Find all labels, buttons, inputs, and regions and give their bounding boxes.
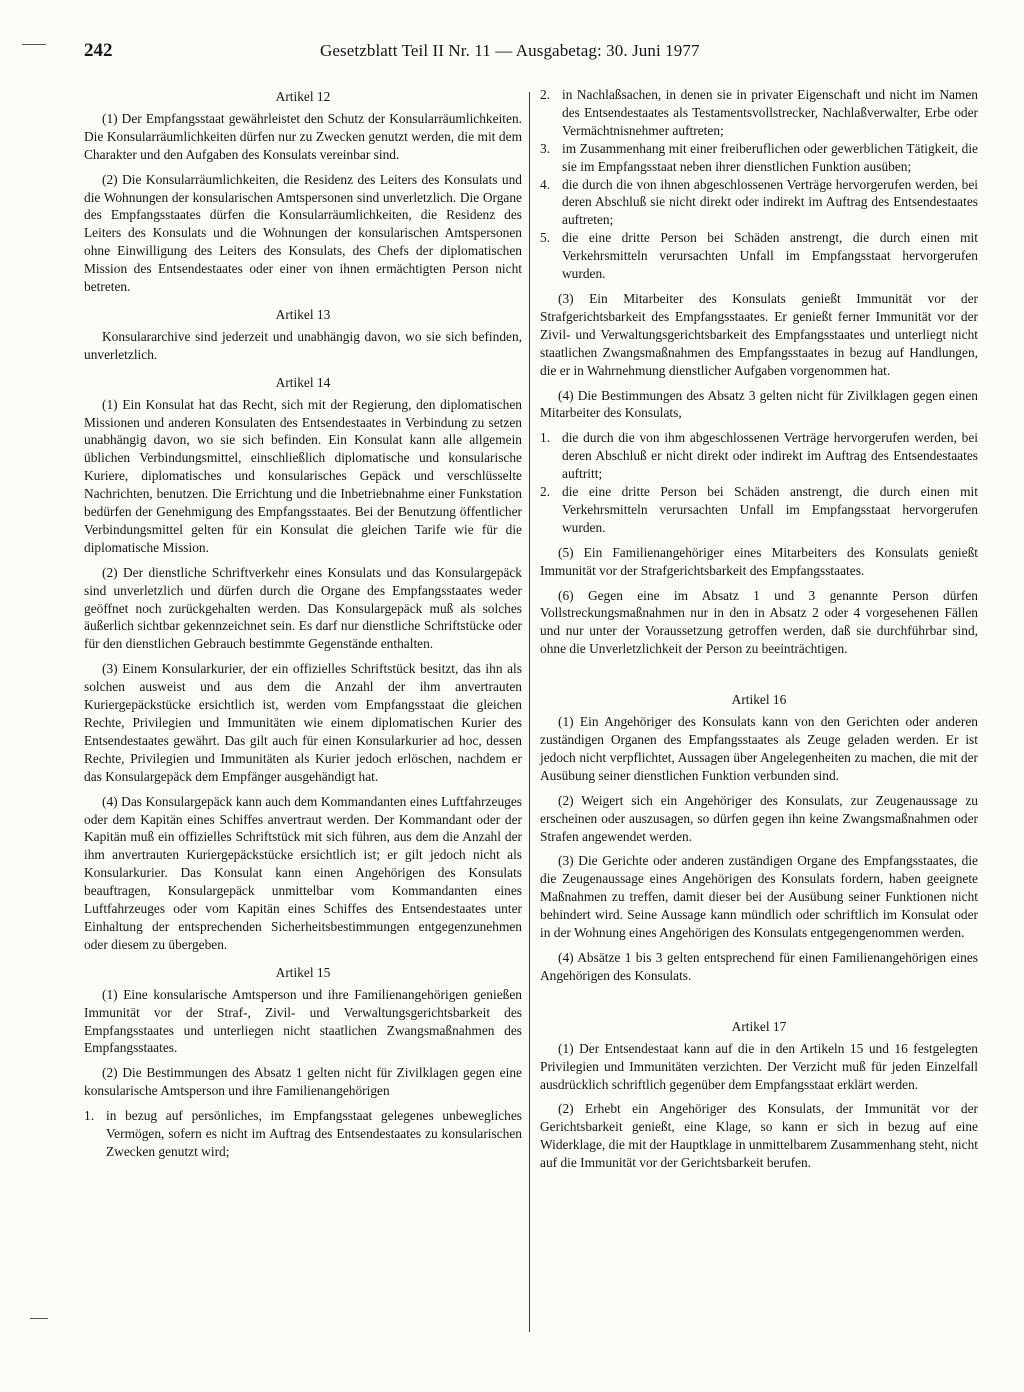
list-item-number: 2.: [540, 87, 551, 102]
article-12-title: Artikel 12: [275, 89, 331, 104]
right-column: [540, 86, 978, 1179]
list-item-number: 2.: [540, 484, 551, 500]
article-16-title: Artikel 16: [731, 692, 787, 708]
list-item-text: die eine dritte Person bei Schäden anstrengt, die durch einen mit Verkehrsmitteln verursachten Unfall im Empfangsstaat hervorgerufen wurden.: [562, 230, 978, 282]
list-item-number: 4.: [540, 176, 551, 192]
list-item: [84, 1107, 522, 1161]
list-item-number: 1.: [84, 1108, 95, 1124]
list-item-text: die durch die von ihnen abgeschlossenen Verträge hervorgerufen werden, bei deren Abschluß sie nicht direkt oder indirekt im Auftrag des Entsendestaates auftreten;: [562, 176, 978, 228]
page-header: [84, 40, 976, 80]
list-item: [540, 176, 978, 230]
article-15-list-left: [84, 1107, 522, 1161]
margin-mark-top: [22, 44, 46, 45]
list-item-number: 5.: [540, 230, 551, 246]
article-15-paragraph-3: (3) Ein Mitarbeiter des Konsulats genießt Immunität vor der Strafgerichtsbarkeit des Empfangsstaates. Er genießt ferner Immunität vor der Zivil- und Verwaltungsgerichtsbarkeit des Empfangsstaates und unterliegt nicht staatlichen Zwangsmaßnahmen des Empfangsstaates in bezug auf Handlungen, die er in Wahrnehmung dienstlicher Aufgaben vorgenommen hat.: [540, 290, 978, 378]
list-item-text: in Nachlaßsachen, in denen sie in privater Eigenschaft und nicht im Namen des Entsendestaates als Testamentsvollstrecker, Nachlaßverwalter, Erbe oder Vermächtnisnehmer auftreten;: [562, 87, 978, 138]
list-item-text: die eine dritte Person bei Schäden anstrengt, die durch einen mit Verkehrsmitteln verursachten Unfall im Empfangsstaat hervorgerufen wurden.: [562, 484, 978, 535]
list-item-number: 3.: [540, 140, 551, 156]
article-12-paragraph-2: (2) Die Konsularräumlichkeiten, die Residenz des Leiters des Konsulats und die Wohnungen der konsularischen Amtspersonen sind unverletzlich. Die Organe des Empfangsstaates dürfen die Konsularräumlichkeiten, die Residenz des Leiters des Konsulats und die Wohnungen der konsularischen Amtspersonen ohne Einwilligung des Leiters des Konsulats, des Chefs der diplomatischen Mission des Entsendestaates oder einer von ihnen ermächtigten Person nicht betreten.: [84, 171, 522, 295]
list-item: [540, 483, 978, 537]
article-14-title: Artikel 14: [275, 374, 331, 390]
list-item-number: 1.: [540, 430, 551, 446]
article-16-paragraph-2: (2) Weigert sich ein Angehöriger des Konsulats, zur Zeugenaussage zu erscheinen oder auszusagen, so dürfen gegen ihn keine Zwangsmaßnahmen oder Strafen angewendet werden.: [540, 792, 978, 844]
left-column: [84, 86, 522, 1168]
article-14-paragraph-2: (2) Der dienstliche Schriftverkehr eines Konsulats und das Konsulargepäck sind unverletzlich und dürfen durch die Organe des Empfangsstaates weder geöffnet noch zurückgehalten werden. Das Konsulargepäck muß als solches äußerlich sichtbar gekennzeichnet sein. Es darf nur dienstliche Schriftstücke oder für den dienstlichen Gebrauch bestimmte Gegenstände enthalten.: [84, 564, 522, 652]
article-15-list-right: [540, 86, 978, 283]
margin-mark-bottom: [30, 1318, 48, 1319]
list-item-text: im Zusammenhang mit einer freiberuflichen oder gewerblichen Tätigkeit, die sie im Empfangsstaat neben ihrer dienstlichen Funktion ausüben;: [562, 140, 978, 174]
article-15-paragraph-2: (2) Die Bestimmungen des Absatz 1 gelten nicht für Zivilklagen gegen eine konsularische Amtsperson und ihre Familienangehörigen: [84, 1065, 522, 1099]
article-16-paragraph-4: (4) Absätze 1 bis 3 gelten entsprechend für einen Familienangehörigen eines Angehörigen des Konsulats.: [540, 949, 978, 983]
list-item: [540, 229, 978, 283]
article-13-paragraph-1: Konsulararchive sind jederzeit und unabhängig davon, wo sie sich befinden, unverletzlich.: [84, 328, 522, 362]
article-17-title: Artikel 17: [731, 1018, 787, 1034]
article-14-paragraph-4: (4) Das Konsulargepäck kann auch dem Kommandanten eines Luftfahrzeuges oder dem Kapitän eines Schiffes anvertraut werden. Der Kommandant oder der Kapitän muß ein offizielles Schriftstück mit sich führen, aus dem die Anzahl der ihm anvertrauten Kuriergepäckstücke ersichtlich ist; er gilt jedoch nicht als Konsularkurier. Das Konsulat kann einen Angehörigen des Konsulats beauftragen, Konsulargepäck unmittelbar vom Kommandanten eines Luftfahrzeuges oder vom Kapitän eines Schiffes des Entsendestaates unter Einhaltung der entsprechenden Sicherheitsbestimmungen entgegenzunehmen oder diesem zu übergeben.: [84, 793, 522, 952]
list-item-text: in bezug auf persönliches, im Empfangsstaat gelegenes unbewegliches Vermögen, sofern es nicht im Auftrag des Entsendestaates zu konsularischen Zwecken genutzt wird;: [106, 1108, 522, 1159]
spacer: [540, 992, 978, 1008]
list-item: [540, 86, 978, 140]
article-16-paragraph-3: (3) Die Gerichte oder anderen zuständigen Organe des Empfangsstaates, die die Zeugenaussage eines Angehörigen des Konsulats fordern, haben geeignete Maßnahmen zu treffen, damit dieser bei der Ausübung seiner Funktionen nicht behindert wird. Seine Aussage kann mündlich oder schriftlich im Konsulat oder in der Wohnung eines Angehörigen des Konsulats entgegengenommen werden.: [540, 853, 978, 941]
article-14-paragraph-1: (1) Ein Konsulat hat das Recht, sich mit der Regierung, den diplomatischen Missionen und anderen Konsulaten des Entsendestaates in Verbindung zu setzen unabhängig davon, wo sie sich befinden. Ein Konsulat kann alle allgemein üblichen Verbindungsmittel, einschließlich diplomatische und konsularische Kuriere, diplomatisches und konsularisches Gepäck und verschlüsselte Nachrichten, benutzen. Die Errichtung und die Inbetriebnahme einer Funkstation bedürfen der Genehmigung des Empfangsstaates. Bei der Benutzung öffentlicher Verbindungsmittel gelten für ein Konsulat die gleichen Tarife wie für die diplomatische Mission.: [84, 396, 522, 555]
article-12-paragraph-1: (1) Der Empfangsstaat gewährleistet den Schutz der Konsularräumlichkeiten. Die Konsularräumlichkeiten dürfen nur zu Zwecken genutzt werden, die mit dem Charakter und den Aufgaben des Konsulats vereinbar sind.: [84, 110, 522, 162]
list-item: [540, 429, 978, 483]
header-title: Gesetzblatt Teil II Nr. 11 — Ausgabetag: 30. Juni 1977: [320, 41, 700, 60]
column-divider: [529, 92, 530, 1332]
article-15-paragraph-6: (6) Gegen eine im Absatz 1 und 3 genannte Person dürfen Vollstreckungsmaßnahmen nur in den in Absatz 2 oder 4 vorgesehenen Fällen und nur unter der Voraussetzung getroffen werden, daß sie durchführbar sind, ohne die Unverletzlichkeit der Person zu beeinträchtigen.: [540, 587, 978, 657]
article-15-paragraph-4: (4) Die Bestimmungen des Absatz 3 gelten nicht für Zivilklagen gegen einen Mitarbeiter des Konsulats,: [540, 387, 978, 421]
article-15-paragraph-4-list: [540, 429, 978, 536]
list-item-text: die durch die von ihm abgeschlossenen Verträge hervorgerufen werden, bei deren Abschluß er nicht direkt oder indirekt im Auftrag des Entsendestaates auftritt;: [562, 430, 978, 482]
article-17-paragraph-1: (1) Der Entsendestaat kann auf die in den Artikeln 15 und 16 festgelegten Privilegien und Immunitäten verzichten. Der Verzicht muß für jeden Einzelfall ausdrücklich schriftlich gegenüber dem Empfangsstaat erklärt werden.: [540, 1040, 978, 1092]
article-15-paragraph-1: (1) Eine konsularische Amtsperson und ihre Familienangehörigen genießen Immunität vor der Straf-, Zivil- und Verwaltungsgerichtsbarkeit des Empfangsstaates und unterliegen nicht staatlichen Zwangsmaßnahmen des Empfangsstaates.: [84, 986, 522, 1056]
spacer: [540, 665, 978, 681]
article-16-paragraph-1: (1) Ein Angehöriger des Konsulats kann von den Gerichten oder anderen zuständigen Organen des Empfangsstaates als Zeuge geladen werden. Er ist jedoch nicht verpflichtet, Aussagen über Angelegenheiten zu machen, die mit der Ausübung seiner dienstlichen Funktion verbunden sind.: [540, 714, 978, 783]
page-number: 242: [84, 40, 113, 61]
article-14-paragraph-3: (3) Einem Konsularkurier, der ein offizielles Schriftstück besitzt, das ihn als solchen ausweist und aus dem die Anzahl der ihm anvertrauten Kuriergepäckstücke ersichtlich ist, werden vom Empfangsstaat die gleichen Rechte, Privilegien und Immunitäten wie einem diplomatischen Kurier des Entsendestaates gewährt. Das gilt auch für einen Konsularkurier ad hoc, dessen Rechte, Privilegien und Immunitäten als Kurier jedoch erlöschen, nachdem er das Konsulargepäck dem Empfänger ausgehändigt hat.: [84, 661, 522, 784]
article-15-title: Artikel 15: [275, 964, 331, 980]
list-item: [540, 140, 978, 176]
article-15-paragraph-5: (5) Ein Familienangehöriger eines Mitarbeiters des Konsulats genießt Immunität vor der Strafgerichtsbarkeit des Empfangsstaates.: [540, 544, 978, 578]
article-17-paragraph-2: (2) Erhebt ein Angehöriger des Konsulats, der Immunität vor der Gerichtsbarkeit genießt, eine Klage, so kann er sich in bezug auf eine Widerklage, die mit der Hauptklage in unmittelbarem Zusammenhang steht, nicht auf die Immunität vor der Gerichtsbarkeit berufen.: [540, 1101, 978, 1171]
article-13-title: Artikel 13: [275, 306, 331, 322]
